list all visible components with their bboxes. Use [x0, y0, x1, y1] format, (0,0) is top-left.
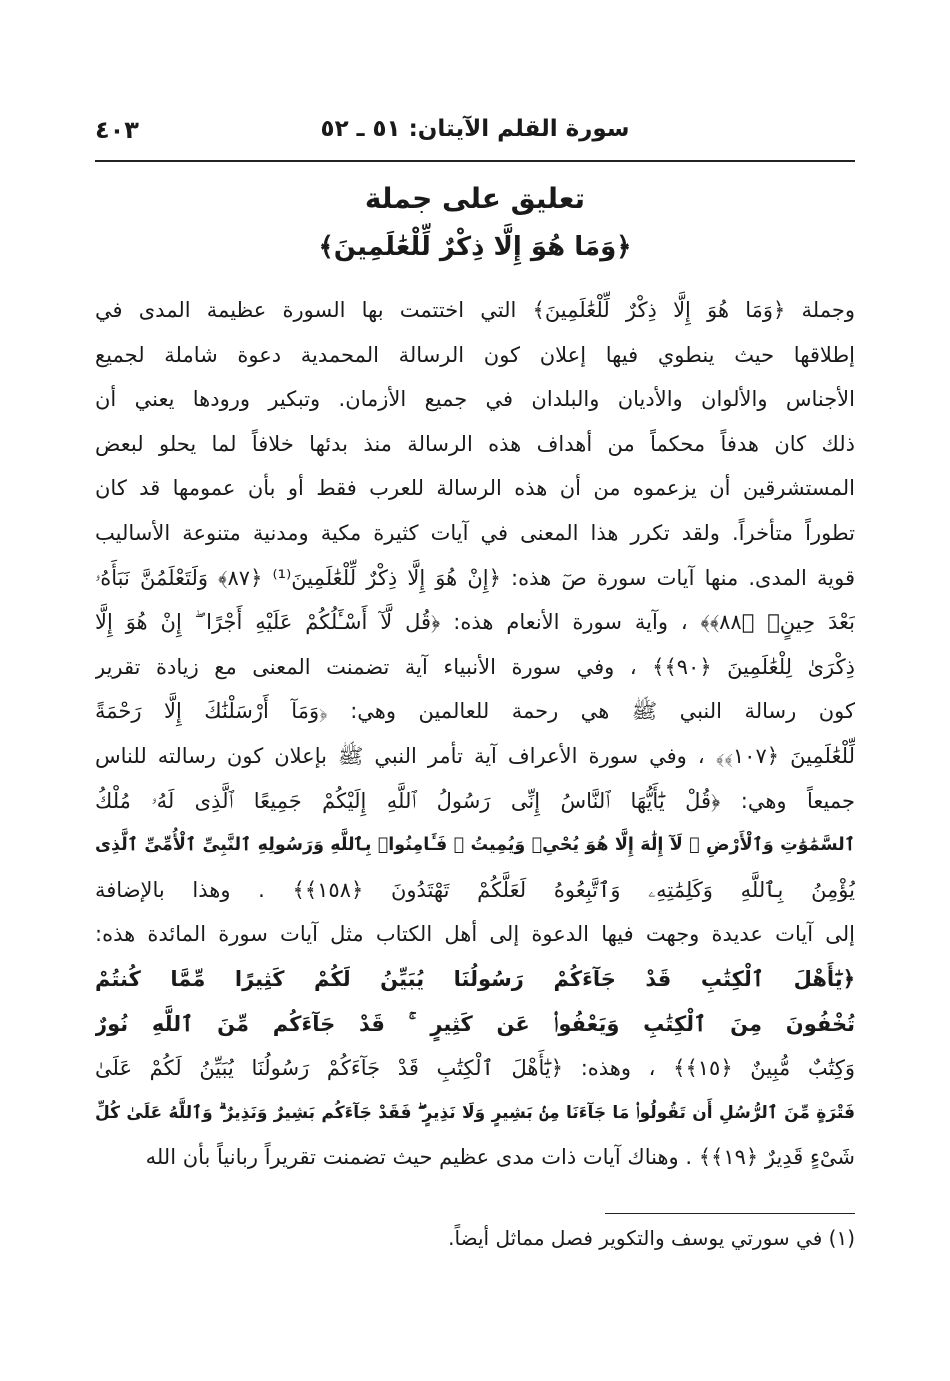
- text-line: الأجناس والألوان والأديان والبلدان في جميع الأزمان. وتبكير ورودها يعني أن: [95, 387, 855, 412]
- text-line: شَىْءٍ قَدِيرٌ ﴿١٩﴾﴾ . وهناك آيات ذات مدى عظيم حيث تضمنت تقريراً ربانياً بأن الله: [145, 1145, 855, 1170]
- section-title: تعليق على جملة: [364, 182, 586, 215]
- footnote: (١) في سورتي يوسف والتكوير فصل مماثل أيضاً.: [448, 1226, 855, 1250]
- text-line: المستشرقين أن يزعموه من أن هذه الرسالة للعرب فقط أو بأن عمومها قد كان: [95, 476, 855, 501]
- text-line: ذلك كان هدفاً محكماً من أهداف هذه الرسالة منذ بدئها خلافاً لما يحلو لبعض: [95, 431, 855, 456]
- text-line: قوية المدى. منها آيات سورة صٓ هذه: ﴿إِنْ هُوَ إِلَّا ذِكْرٌ لِّلْعَٰلَمِينَ⁽¹⁾ ﴿٨٧﴾ وَلَتَعْلَمُنَّ نَبَأَهُۥ: [95, 565, 855, 590]
- section-subtitle-verse: ﴿وَمَا هُوَ إِلَّا ذِكْرٌ لِّلْعَٰلَمِينَ﴾: [318, 232, 632, 262]
- text-line: كون رسالة النبي ﷺ هي رحمة للعالمين وهي: ﴿وَمَآ أَرْسَلْنَٰكَ إِلَّا رَحْمَةً: [95, 699, 855, 724]
- text-line: ٱلسَّمَٰوَٰتِ وَٱلْأَرْضِ ۖ لَآ إِلَٰهَ إِلَّا هُوَ يُحْىِۦ وَيُمِيتُ ۖ فَـَٔامِنُوا۟ بِٱللَّهِ وَرَسُولِهِ ٱلنَّبِىِّ ٱلْأُمِّىِّ ٱلَّذِى: [95, 835, 855, 856]
- text-line: بَعْدَ حِينٍۭ ﴿٨٨﴾﴾ ، وآية سورة الأنعام هذه: ﴿قُل لَّآ أَسْـَٔلُكُمْ عَلَيْهِ أَجْرًا ۖ إِنْ هُوَ إِلَّا: [95, 610, 855, 635]
- text-line: جميعاً وهي: ﴿قُلْ يَٰٓأَيُّهَا ٱلنَّاسُ إِنِّى رَسُولُ ٱللَّهِ إِلَيْكُمْ جَمِيعًا ٱلَّذِى لَهُۥ مُلْكُ: [95, 788, 855, 813]
- running-title: سورة القلم الآيتان: ٥١ ـ ٥٢: [320, 116, 630, 142]
- page-header: [95, 116, 855, 156]
- text-line: إلى آيات عديدة وجهت فيها الدعوة إلى أهل الكتاب مثل آيات سورة المائدة هذه:: [95, 922, 855, 947]
- text-line: ذِكْرَىٰ لِلْعَٰلَمِينَ ﴿٩٠﴾﴾ ، وفي سورة الأنبياء آية تضمنت المعنى مع زيادة تقرير: [95, 654, 855, 679]
- text-line: وجملة ﴿وَمَا هُوَ إِلَّا ذِكْرٌ لِّلْعَٰلَمِينَ﴾ التي اختتمت بها السورة عظيمة المدى في: [95, 298, 855, 322]
- body-paragraph: [95, 288, 855, 1180]
- text-line: إطلاقها حيث ينطوي فيها إعلان كون الرسالة المحمدية دعوة شاملة لجميع: [95, 342, 855, 367]
- text-line: يُؤْمِنُ بِٱللَّهِ وَكَلِمَٰتِهِۦ وَٱتَّبِعُوهُ لَعَلَّكُمْ تَهْتَدُونَ ﴿١٥٨﴾﴾ . وهذا بالإضافة: [95, 877, 855, 902]
- text-line: فَتْرَةٍ مِّنَ ٱلرُّسُلِ أَن تَقُولُوا۟ مَا جَآءَنَا مِنۢ بَشِيرٍ وَلَا نَذِيرٍ ۖ فَقَدْ جَآءَكُم بَشِيرٌ وَنَذِيرٌ ۗ وَٱللَّهُ عَلَىٰ كُلِّ: [95, 1102, 855, 1123]
- text-line: لِّلْعَٰلَمِينَ ﴿١٠٧﴾﴾ ، وفي سورة الأعراف آية تأمر النبي ﷺ بإعلان كون رسالته للناس: [95, 743, 855, 768]
- text-line: تطوراً متأخراً. ولقد تكرر هذا المعنى في آيات كثيرة مكية ومدنية متنوعة الأساليب: [95, 520, 855, 545]
- text-line: وَكِتَٰبٌ مُّبِينٌ ﴿١٥﴾﴾ ، وهذه: ﴿يَٰٓأَهْلَ ٱلْكِتَٰبِ قَدْ جَآءَكُمْ رَسُولُنَا يُبَيِّنُ لَكُمْ عَلَىٰ: [95, 1056, 855, 1081]
- text-line: ﴿يَٰٓأَهْلَ ٱلْكِتَٰبِ قَدْ جَآءَكُمْ رَسُولُنَا يُبَيِّنُ لَكُمْ كَثِيرًا مِّمَّا كُنتُمْ: [95, 966, 855, 991]
- text-line: تُخْفُونَ مِنَ ٱلْكِتَٰبِ وَيَعْفُوا۟ عَن كَثِيرٍ ۚ قَدْ جَآءَكُم مِّنَ ٱللَّهِ نُورٌ: [95, 1011, 855, 1036]
- page-number: ٤٠٣: [95, 116, 139, 144]
- header-rule: [95, 160, 855, 162]
- footnote-rule: [605, 1213, 855, 1214]
